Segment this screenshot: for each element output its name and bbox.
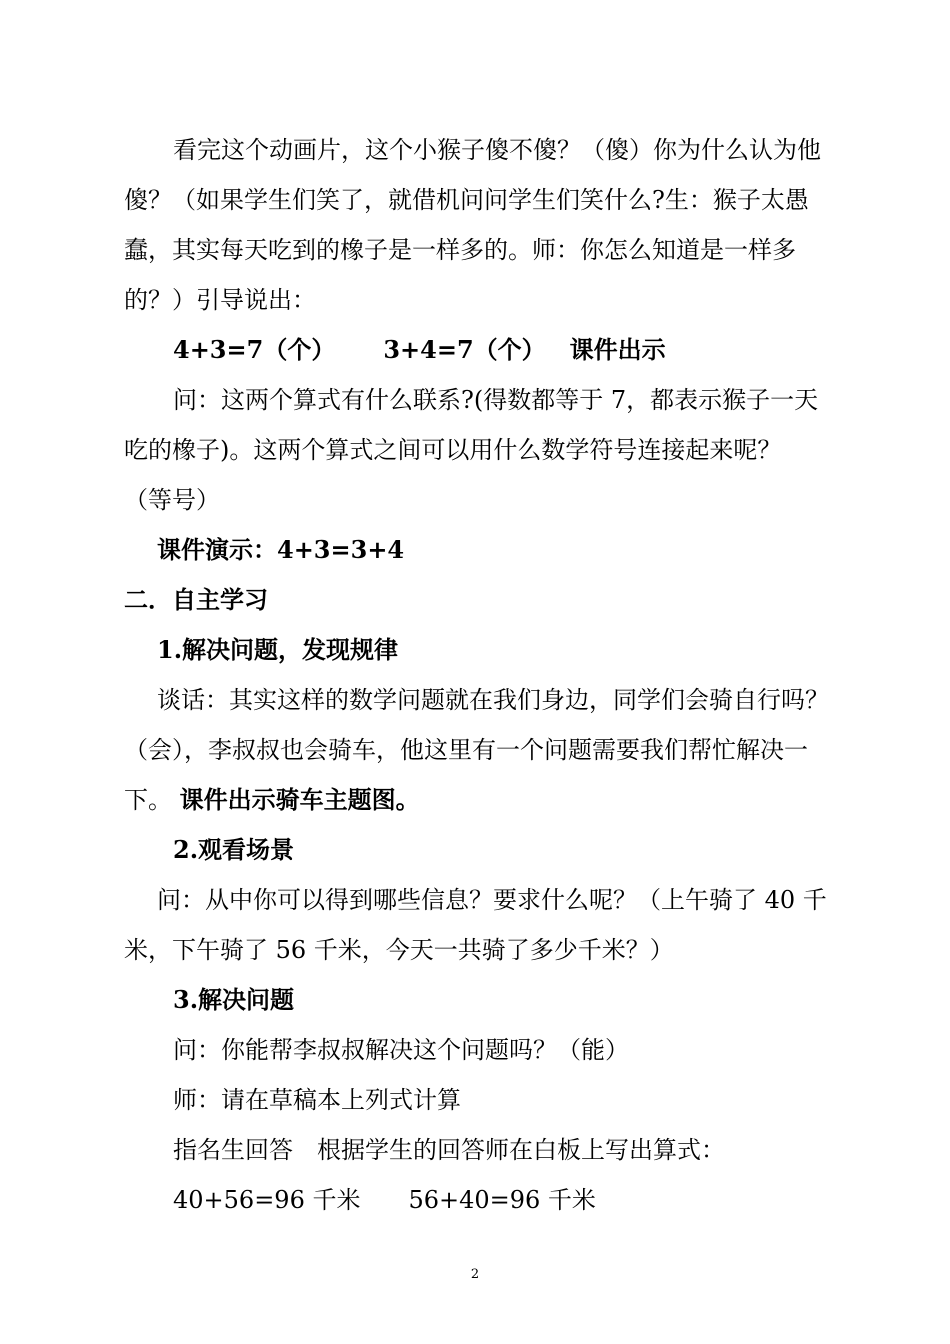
demo-line: 课件演示：4+3=3+4: [157, 535, 405, 564]
subheading: 3.解决问题: [173, 985, 295, 1014]
formula-eq2: 3+4=7（个）: [383, 335, 546, 364]
paragraph-line: 指名生回答 根据学生的回答师在白板上写出算式：: [173, 1136, 725, 1164]
paragraph-line: 蠢，其实每天吃到的橡子是一样多的。师：你怎么知道是一样多: [124, 236, 796, 264]
paragraph-line: 傻？（如果学生们笑了，就借机问问学生们笑什么?生：猴子太愚: [124, 186, 809, 214]
talk-end-text: 下。: [124, 786, 172, 814]
paragraph-line: （等号）: [124, 486, 220, 514]
talk-end-bold: 课件出示骑车主题图。: [179, 785, 420, 814]
paragraph-line: 米，下午骑了 56 千米，今天一共骑了多少千米？）: [124, 936, 674, 964]
page-number: 2: [470, 1267, 480, 1282]
paragraph-line: 谈话：其实这样的数学问题就在我们身边，同学们会骑自行吗？: [157, 686, 829, 714]
subheading: 1.解决问题，发现规律: [157, 635, 399, 664]
paragraph-line: 问：从中你可以得到哪些信息？要求什么呢？（上午骑了 40 千: [157, 886, 827, 914]
subheading: 2.观看场景: [173, 835, 295, 864]
final-equations: [173, 1184, 840, 1216]
paragraph-line: 吃的橡子)。这两个算式之间可以用什么数学符号连接起来呢？: [124, 436, 782, 464]
paragraph-line: （会），李叔叔也会骑车，他这里有一个问题需要我们帮忙解决一: [124, 736, 808, 764]
paragraph-line: 问：这两个算式有什么联系?(得数都等于 7，都表示猴子一天: [173, 386, 819, 414]
formula-note: 课件出示: [569, 335, 666, 364]
final-eq1: 40+56=96 千米: [173, 1186, 361, 1214]
formula-line: [173, 334, 840, 366]
paragraph-line: [124, 784, 840, 816]
formula-eq1: 4+3=7（个）: [173, 335, 336, 364]
paragraph-line: 师：请在草稿本上列式计算: [173, 1086, 461, 1114]
paragraph-line: 看完这个动画片，这个小猴子傻不傻？（傻）你为什么认为他: [173, 136, 821, 164]
final-eq2: 56+40=96 千米: [408, 1186, 596, 1214]
paragraph-line: 的？）引导说出：: [124, 286, 316, 314]
paragraph-line: 问：你能帮李叔叔解决这个问题吗？（能）: [173, 1036, 629, 1064]
section-heading: 二．自主学习: [124, 585, 268, 614]
